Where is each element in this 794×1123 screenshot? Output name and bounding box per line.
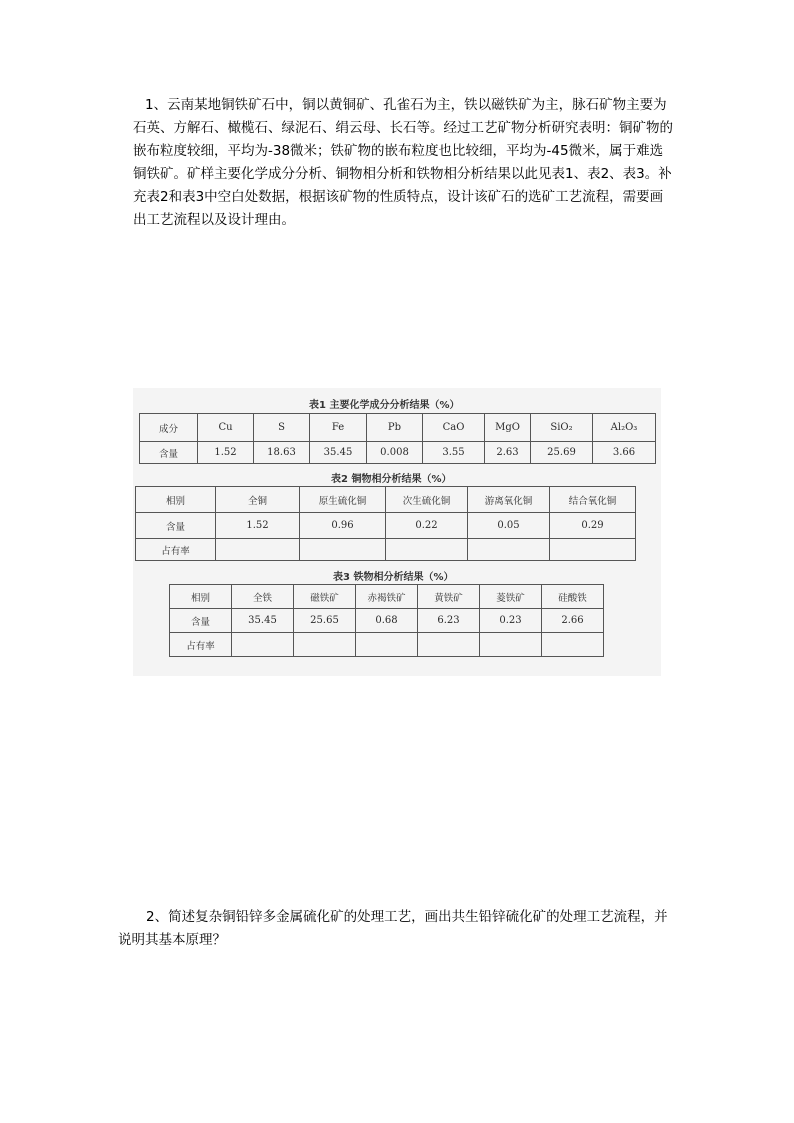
table3-col-siderite: 菱铁矿 xyxy=(480,585,542,609)
table2-col-free-oxide: 游离氧化铜 xyxy=(468,487,550,513)
table2-rate-cell xyxy=(216,539,300,561)
question-1-text: 1、云南某地铜铁矿石中，铜以黄铜矿、孔雀石为主，铁以磁铁矿为主，脉石矿物主要为石英、方解石、橄榄石、绿泥石、绢云母、长石等。经过工艺矿物分析研究表明：铜矿物的嵌布粒度较细，平均为-38微米；铁矿物的嵌布粒度也比较细，平均为-45微米，属于难选铜铁矿。矿样主要化学成分分析、铜物相分析和铁物相分析结果以此见表1、表2、表3。补充表2和表3中空白处数据，根据该矿物的性质特点，设计该矿石的选矿工艺流程，需要画出工艺流程以及设计理由。 xyxy=(133,97,673,228)
table3-rate-cell xyxy=(356,633,418,657)
table2-rate-cell xyxy=(550,539,636,561)
table2-col-secondary-sulfide: 次生硫化铜 xyxy=(386,487,468,513)
table1-row-label: 含量 xyxy=(140,442,198,464)
table1-chemical-composition xyxy=(139,413,656,464)
table1-value-al2o3: 3.66 xyxy=(593,442,656,464)
table2-value-total-copper: 1.52 xyxy=(216,513,300,539)
table3-header-label: 相别 xyxy=(170,585,232,609)
table2-rate-cell xyxy=(468,539,550,561)
table2-value-combined-oxide: 0.29 xyxy=(550,513,636,539)
table3-value-magnetite: 25.65 xyxy=(294,609,356,633)
table3-caption: 表3 铁物相分析结果（%） xyxy=(333,572,454,583)
table3-col-hematite-limonite: 赤褐铁矿 xyxy=(356,585,418,609)
table1-value-pb: 0.008 xyxy=(367,442,423,464)
table1-value-s: 18.63 xyxy=(254,442,310,464)
table3-col-iron-silicate: 硅酸铁 xyxy=(542,585,604,609)
table2-col-combined-oxide: 结合氧化铜 xyxy=(550,487,636,513)
table1-col-sio2: SiO₂ xyxy=(531,414,593,442)
table1-header-label: 成分 xyxy=(140,414,198,442)
table1-value-cu: 1.52 xyxy=(198,442,254,464)
table2-header-label: 相别 xyxy=(136,487,216,513)
table2-rate-label: 占有率 xyxy=(136,539,216,561)
table2-value-free-oxide: 0.05 xyxy=(468,513,550,539)
table3-value-total-iron: 35.45 xyxy=(232,609,294,633)
table3-rate-cell xyxy=(542,633,604,657)
table2-caption: 表2 铜物相分析结果（%） xyxy=(331,474,452,485)
table1-col-s: S xyxy=(254,414,310,442)
table2-rate-cell xyxy=(300,539,386,561)
table1-col-fe: Fe xyxy=(310,414,367,442)
table2-value-secondary-sulfide: 0.22 xyxy=(386,513,468,539)
table2-content-label: 含量 xyxy=(136,513,216,539)
table1-value-cao: 3.55 xyxy=(423,442,485,464)
table1-col-cu: Cu xyxy=(198,414,254,442)
table3-value-pyrite: 6.23 xyxy=(418,609,480,633)
table1-value-fe: 35.45 xyxy=(310,442,367,464)
table2-col-total-copper: 全铜 xyxy=(216,487,300,513)
table1-col-pb: Pb xyxy=(367,414,423,442)
question-2-text: 2、简述复杂铜铅锌多金属硫化矿的处理工艺，画出共生铅锌硫化矿的处理工艺流程，并说明其基本原理？ xyxy=(118,909,668,948)
table1-col-al2o3: Al₂O₃ xyxy=(593,414,656,442)
table1-col-cao: CaO xyxy=(423,414,485,442)
table3-col-total-iron: 全铁 xyxy=(232,585,294,609)
table3-value-iron-silicate: 2.66 xyxy=(542,609,604,633)
table1-col-mgo: MgO xyxy=(485,414,531,442)
scanned-tables-image xyxy=(133,388,661,676)
table3-value-siderite: 0.23 xyxy=(480,609,542,633)
table3-iron-phase xyxy=(169,584,604,657)
table3-rate-cell xyxy=(294,633,356,657)
table3-rate-label: 占有率 xyxy=(170,633,232,657)
table2-copper-phase xyxy=(135,486,636,561)
table3-value-hematite-limonite: 0.68 xyxy=(356,609,418,633)
table3-content-label: 含量 xyxy=(170,609,232,633)
table1-value-mgo: 2.63 xyxy=(485,442,531,464)
table1-caption: 表1 主要化学成分分析结果（%） xyxy=(309,400,460,411)
table2-col-primary-sulfide: 原生硫化铜 xyxy=(300,487,386,513)
table3-col-magnetite: 磁铁矿 xyxy=(294,585,356,609)
table2-value-primary-sulfide: 0.96 xyxy=(300,513,386,539)
table2-rate-cell xyxy=(386,539,468,561)
table1-value-sio2: 25.69 xyxy=(531,442,593,464)
table3-rate-cell xyxy=(418,633,480,657)
table3-rate-cell xyxy=(232,633,294,657)
table3-col-pyrite: 黄铁矿 xyxy=(418,585,480,609)
table3-rate-cell xyxy=(480,633,542,657)
